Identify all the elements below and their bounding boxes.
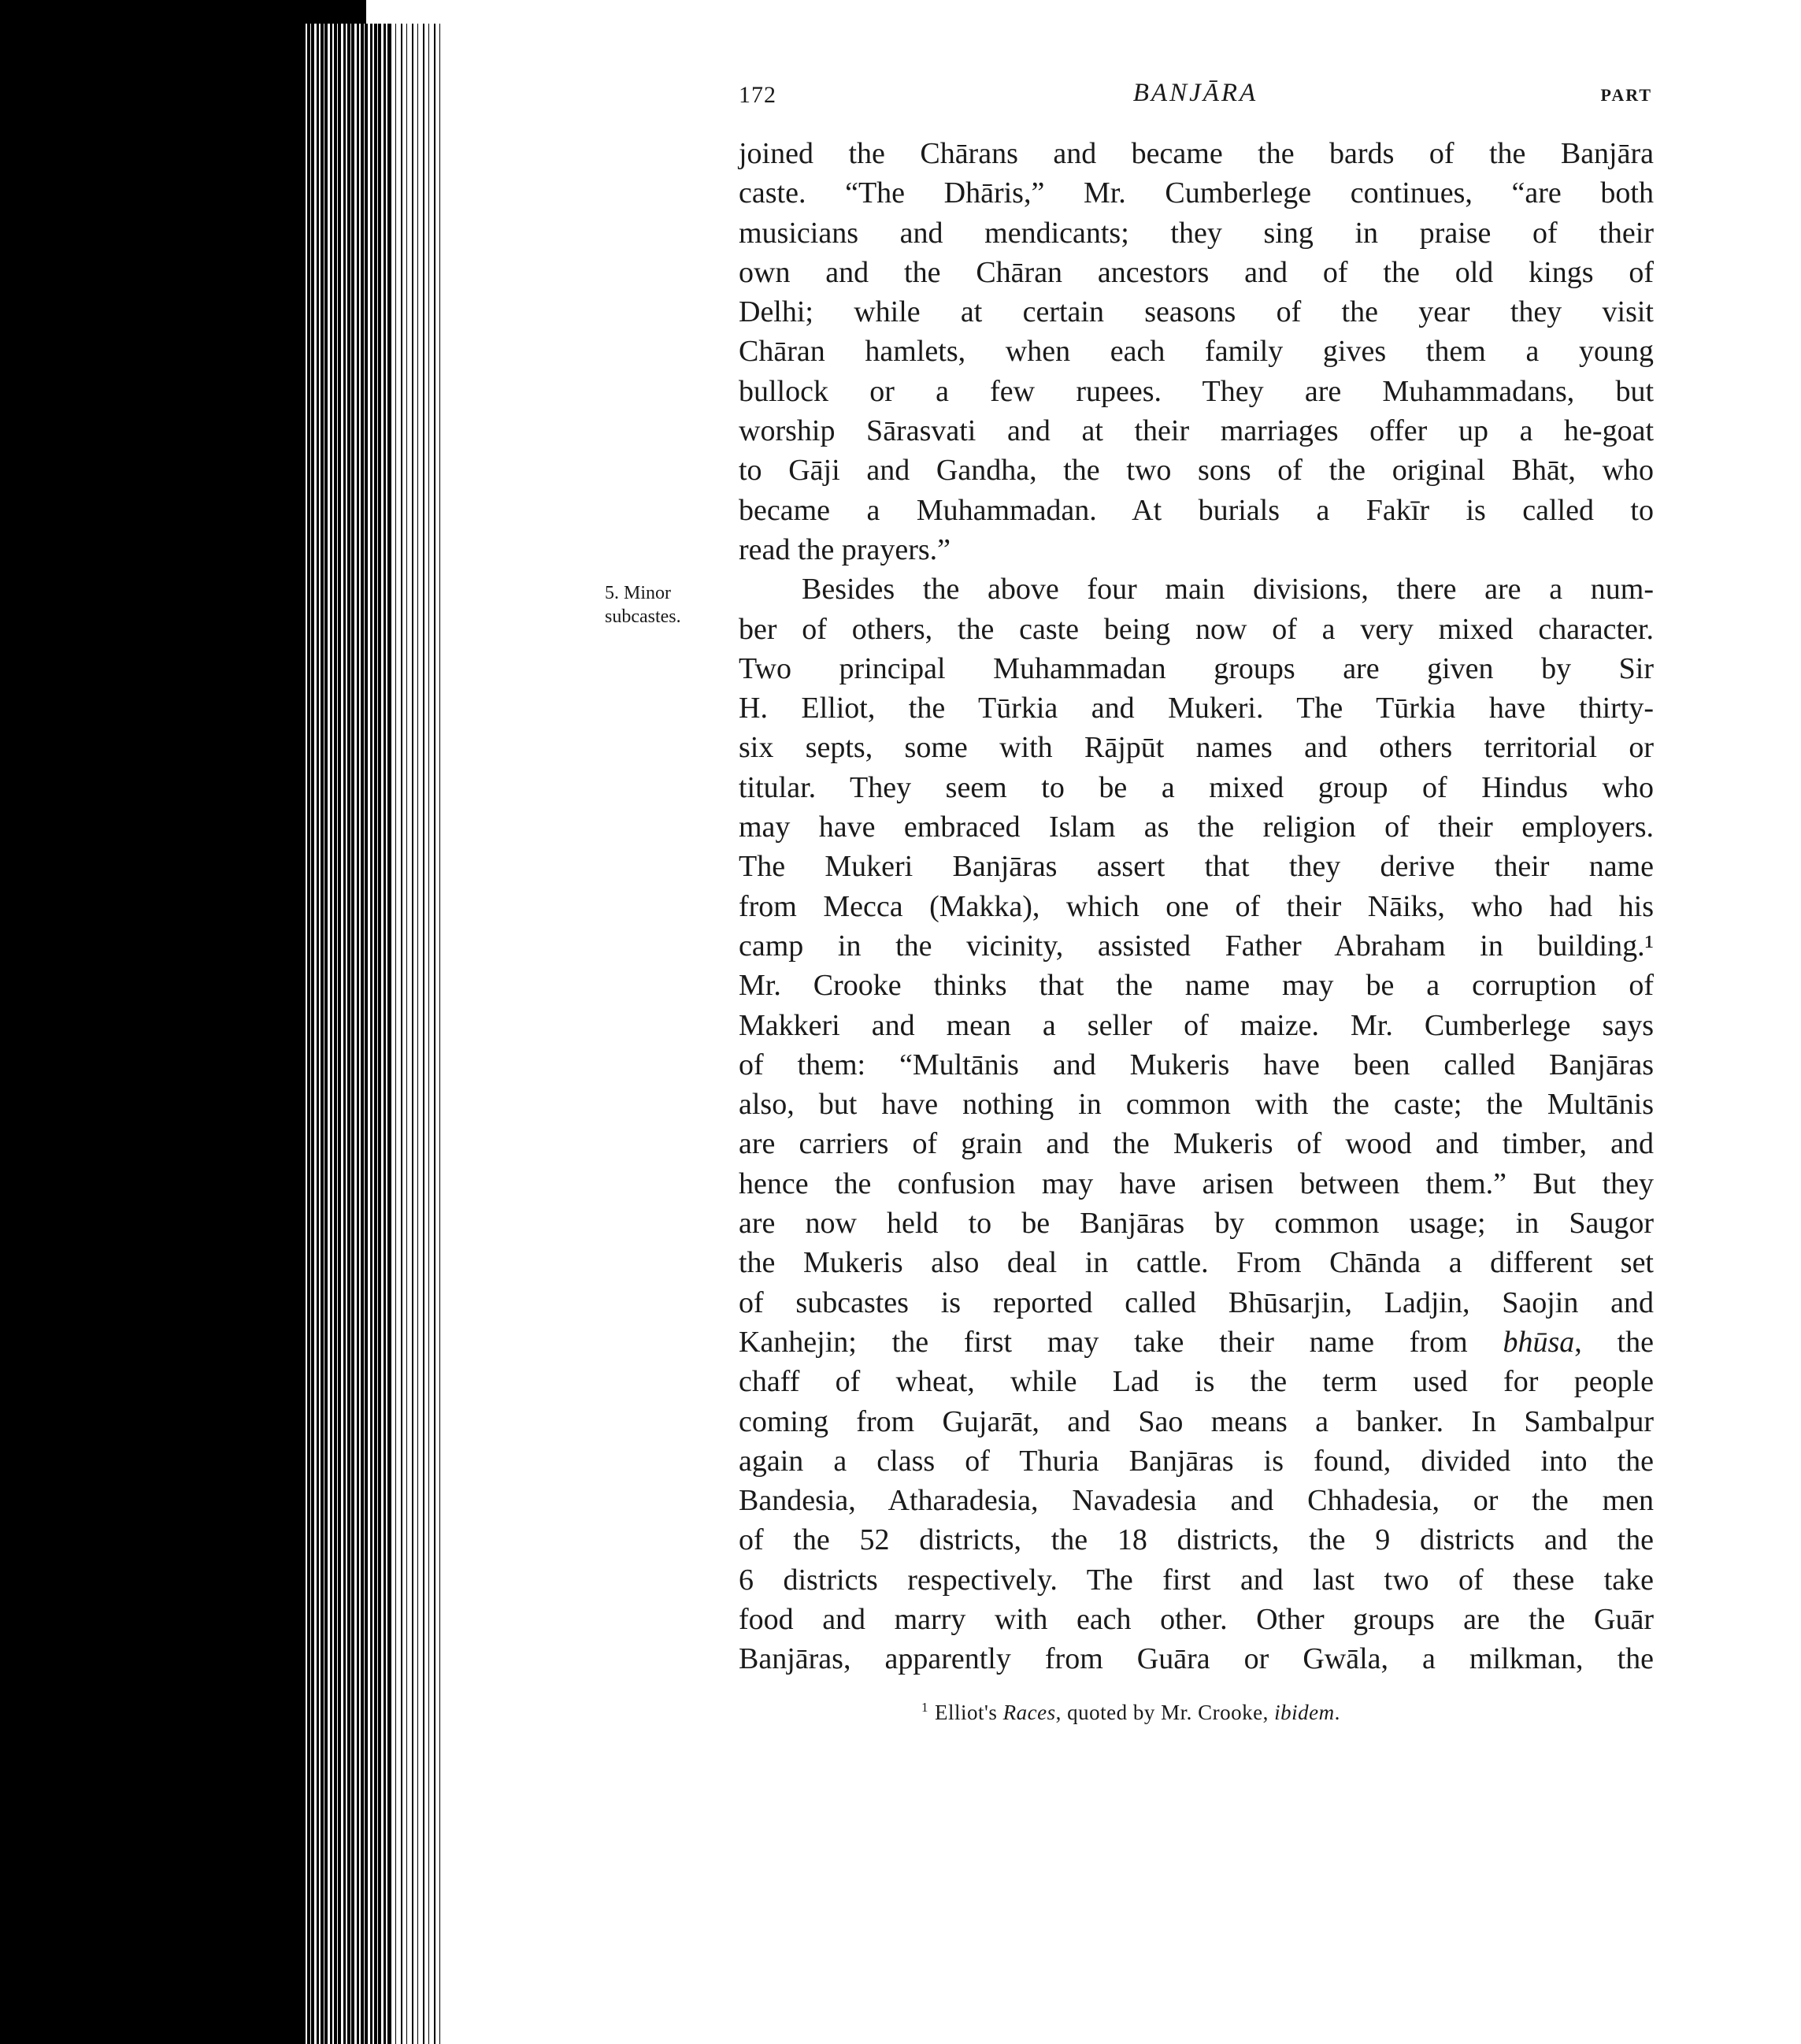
text-line: The Mukeri Banjāras assert that they derive their name [739, 850, 1654, 884]
text-line: Mr. Crooke thinks that the name may be a corruption of [739, 969, 1654, 1003]
text-line: from Mecca (Makka), which one of their Nāiks, who had his [739, 889, 1654, 923]
footnote-text: . [1334, 1701, 1340, 1724]
text-line: again a class of Thuria Banjāras is found, divided into the [739, 1444, 1654, 1478]
text-line: became a Muhammadan. At burials a Fakīr is called to [739, 493, 1654, 527]
text-line: own and the Chāran ancestors and of the old kings of [739, 255, 1654, 289]
text-line: Two principal Muhammadan groups are given by Sir [739, 651, 1654, 685]
text-line: also, but have nothing in common with the caste; the Multānis [739, 1088, 1654, 1122]
text-segment: , the [1574, 1325, 1654, 1359]
italic-term: bhūsa [1503, 1325, 1575, 1359]
text-line: hence the confusion may have arisen between them.” But they [739, 1167, 1654, 1200]
page-edges [303, 24, 441, 2044]
text-line: titular. They seem to be a mixed group of Hindus who [739, 770, 1654, 804]
text-line: joined the Chārans and became the bards of the Banjāra [739, 137, 1654, 170]
text-line: read the prayers.” [739, 532, 951, 566]
text-line: six septs, some with Rājpūt names and others territorial or [739, 731, 1654, 765]
margin-note-number: 5. Minor [605, 583, 671, 603]
footnote-italic-ibidem: ibidem [1274, 1701, 1335, 1724]
text-line: Delhi; while at certain seasons of the year they visit [739, 295, 1654, 329]
page-edges-top [303, 0, 441, 24]
text-line: Chāran hamlets, when each family gives them a young [739, 335, 1654, 369]
text-line: bullock or a few rupees. They are Muhammadans, but [739, 374, 1654, 408]
text-line: may have embraced Islam as the religion of their employers. [739, 811, 1654, 844]
part-label: PART [1600, 85, 1652, 105]
footnote-marker: 1 [921, 1700, 928, 1715]
margin-note [605, 581, 723, 629]
text-line: to Gāji and Gandha, the two sons of the original Bhāt, who [739, 454, 1654, 488]
running-title: BANJĀRA [1132, 79, 1258, 107]
text-line: Makkeri and mean a seller of maize. Mr. Cumberlege says [739, 1008, 1654, 1042]
text-line: camp in the vicinity, assisted Father Abraham in building.¹ [739, 929, 1654, 963]
text-line: Besides the above four main divisions, there are a num- [802, 573, 1654, 607]
text-line: musicians and mendicants; they sing in praise of their [739, 216, 1654, 250]
body-text [739, 134, 1654, 1679]
margin-note-label: subcastes. [605, 607, 681, 627]
text-line: caste. “The Dhāris,” Mr. Cumberlege continues, “are both [739, 176, 1654, 210]
footnote-text: Elliot's [935, 1701, 998, 1724]
text-line: Banjāras, apparently from Guāra or Gwāla, a milkman, the [739, 1642, 1654, 1676]
text-line: of the 52 districts, the 18 districts, the 9 districts and the [739, 1523, 1654, 1557]
text-line: of them: “Multānis and Mukeris have been called Banjāras [739, 1048, 1654, 1081]
text-line: worship Sārasvati and at their marriages offer up a he-goat [739, 414, 1654, 448]
text-line-with-italic [739, 1322, 1654, 1362]
text-line: chaff of wheat, while Lad is the term used for people [739, 1365, 1654, 1399]
text-line: food and marry with each other. Other groups are the Guār [739, 1602, 1654, 1636]
text-line: 6 districts respectively. The first and last two of these take [739, 1563, 1654, 1597]
text-line: are now held to be Banjāras by common usage; in Saugor [739, 1207, 1654, 1241]
text-line: ber of others, the caste being now of a very mixed character. [739, 612, 1654, 646]
text-line: coming from Gujarāt, and Sao means a banker. In Sambalpur [739, 1404, 1654, 1438]
page-number: 172 [739, 82, 776, 108]
text-segment: Kanhejin; the first may take their name from [739, 1325, 1468, 1359]
text-line: of subcastes is reported called Bhūsarjin, Ladjin, Saojin and [739, 1285, 1654, 1319]
footnote-italic-title: Races [1002, 1701, 1056, 1724]
footnote [921, 1700, 1340, 1725]
running-header [739, 79, 1652, 110]
text-line: Bandesia, Atharadesia, Navadesia and Chhadesia, or the men [739, 1484, 1654, 1518]
text-line: the Mukeris also deal in cattle. From Chānda a different set [739, 1246, 1654, 1280]
text-line: H. Elliot, the Tūrkia and Mukeri. The Tūrkia have thirty- [739, 692, 1654, 725]
text-line: are carriers of grain and the Mukeris of wood and timber, and [739, 1127, 1654, 1161]
footnote-text: , quoted by Mr. Crooke, [1055, 1701, 1269, 1724]
